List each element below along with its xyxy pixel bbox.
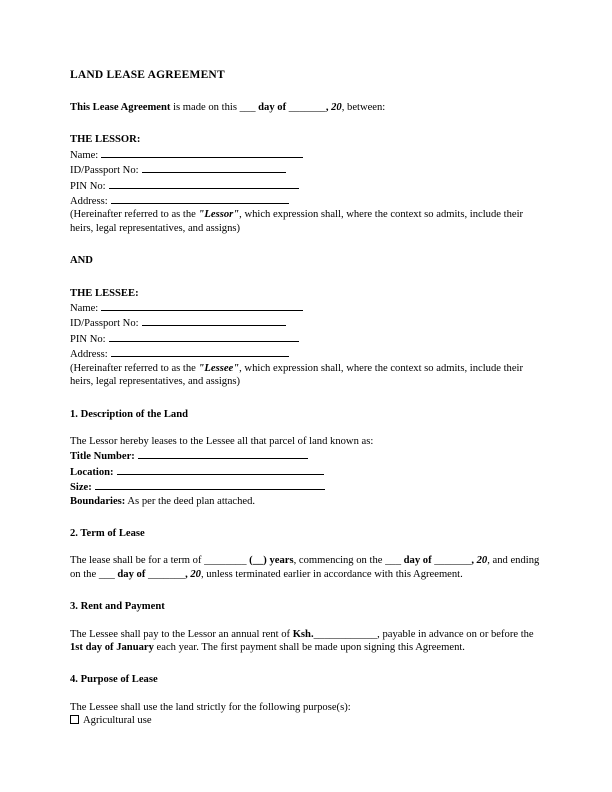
lessee-name-input[interactable] bbox=[101, 300, 303, 311]
lessee-name-label: Name: bbox=[70, 303, 99, 315]
lessor-note-term: "Lessor" bbox=[198, 209, 240, 221]
intro-blank-month: _______ bbox=[288, 102, 326, 113]
lessee-id-input[interactable] bbox=[142, 315, 286, 326]
section-2-body bbox=[70, 554, 542, 581]
term-year-1: 20 bbox=[476, 555, 488, 567]
lessor-id-row bbox=[70, 162, 542, 177]
lessee-name-row bbox=[70, 300, 542, 315]
term-day-of-2: day of bbox=[114, 568, 148, 580]
location-label: Location: bbox=[70, 466, 114, 478]
lessee-note-close: , which expression shall, where the context so admits, include their heirs, legal representatives, and assigns) bbox=[70, 362, 524, 388]
size-input[interactable] bbox=[95, 479, 325, 490]
intro-text-1: is made on this bbox=[170, 102, 240, 113]
term-blank-day-2: ___ bbox=[98, 568, 115, 580]
lessee-id-label: ID/Passport No: bbox=[70, 318, 139, 330]
lessor-name-input[interactable] bbox=[101, 147, 303, 158]
lessor-note-open: (Hereinafter referred to as the bbox=[70, 209, 199, 221]
lessor-heading: THE LESSOR: bbox=[70, 134, 141, 146]
term-day-of-1: day of bbox=[400, 555, 435, 567]
lessee-pin-input[interactable] bbox=[109, 331, 299, 342]
page-title: LAND LEASE AGREEMENT bbox=[70, 69, 225, 81]
lessor-address-label: Address: bbox=[70, 196, 108, 208]
term-years-label: (__) years bbox=[246, 555, 294, 567]
title-number-input[interactable] bbox=[138, 448, 308, 459]
intro-lead: This Lease Agreement bbox=[70, 102, 171, 113]
section-3-body bbox=[70, 628, 542, 655]
intro-blank-day: ___ bbox=[239, 102, 256, 113]
section-4-intro: The Lessee shall use the land strictly for the following purpose(s): bbox=[70, 701, 351, 713]
document-body bbox=[70, 68, 542, 728]
term-text-3: , commencing on the bbox=[293, 555, 386, 567]
lessor-note-close: , which expression shall, where the context so admits, include their heirs, legal representatives, and assigns) bbox=[70, 209, 524, 234]
lessee-heading: THE LESSEE: bbox=[70, 287, 139, 299]
location-row bbox=[70, 464, 542, 479]
lessor-address-input[interactable] bbox=[111, 193, 289, 204]
size-label: Size: bbox=[70, 482, 92, 494]
lessor-name-label: Name: bbox=[70, 149, 99, 161]
location-input[interactable] bbox=[117, 464, 324, 475]
lessee-address-input[interactable] bbox=[111, 346, 289, 357]
lessor-id-input[interactable] bbox=[142, 162, 286, 173]
purpose-option-agricultural[interactable] bbox=[70, 714, 542, 728]
section-1-intro: The Lessor hereby leases to the Lessee all that parcel of land known as: bbox=[70, 435, 374, 447]
lessee-note-term: "Lessee" bbox=[198, 362, 240, 374]
boundaries-label: Boundaries: bbox=[70, 495, 126, 507]
section-4-heading: 4. Purpose of Lease bbox=[70, 674, 158, 686]
rent-text-3: each year. The first payment shall be made upon signing this Agreement. bbox=[153, 641, 465, 653]
intro-day-of: day of bbox=[255, 102, 289, 113]
rent-text-1: The Lessee shall pay to the Lessor an annual rent of bbox=[70, 628, 293, 640]
intro-year: 20 bbox=[331, 102, 342, 113]
term-year-2: 20 bbox=[190, 568, 201, 580]
and-divider: AND bbox=[70, 255, 93, 267]
term-blank-years: ________ bbox=[204, 555, 247, 567]
size-row bbox=[70, 479, 542, 494]
title-number-row bbox=[70, 448, 542, 463]
section-2-heading: 2. Term of Lease bbox=[70, 527, 145, 539]
lessee-address-label: Address: bbox=[70, 349, 108, 361]
lessor-address-row bbox=[70, 193, 542, 208]
rent-blank-amount: ____________ bbox=[313, 628, 378, 640]
lessor-pin-label: PIN No: bbox=[70, 180, 106, 192]
lessor-pin-row bbox=[70, 178, 542, 193]
section-1-heading: 1. Description of the Land bbox=[70, 408, 189, 420]
rent-currency-label: Ksh. bbox=[292, 628, 314, 640]
title-number-label: Title Number: bbox=[70, 451, 135, 463]
lessor-id-label: ID/Passport No: bbox=[70, 165, 139, 177]
lessee-note bbox=[70, 362, 542, 389]
boundaries-row bbox=[70, 495, 542, 508]
lessee-id-row bbox=[70, 315, 542, 330]
term-comma-2: , bbox=[185, 568, 191, 580]
lessor-pin-input[interactable] bbox=[109, 178, 299, 189]
boundaries-text: As per the deed plan attached. bbox=[125, 495, 256, 507]
lessor-note bbox=[70, 208, 542, 235]
rent-text-2: , payable in advance on or before the bbox=[377, 628, 534, 640]
term-text-6: , and ending on the bbox=[70, 555, 540, 580]
rent-due-date: 1st day of January bbox=[70, 641, 154, 653]
term-text-9: , unless terminated earlier in accordance with this Agreement. bbox=[200, 568, 463, 580]
checkbox-unchecked-icon[interactable] bbox=[70, 715, 79, 724]
lessee-note-open: (Hereinafter referred to as the bbox=[70, 362, 199, 374]
lessee-pin-label: PIN No: bbox=[70, 333, 106, 345]
term-blank-month-2: _______ bbox=[148, 568, 186, 580]
intro-comma: , bbox=[325, 102, 332, 113]
term-blank-month-1: _______ bbox=[434, 555, 472, 567]
lessor-name-row bbox=[70, 147, 542, 162]
term-text-1: The lease shall be for a term of bbox=[70, 555, 205, 567]
lessee-pin-row bbox=[70, 331, 542, 346]
purpose-option-label: Agricultural use bbox=[83, 715, 152, 727]
intro-text-2: , between: bbox=[341, 102, 386, 113]
term-blank-day-1: ___ bbox=[385, 555, 401, 567]
lessee-address-row bbox=[70, 346, 542, 361]
term-comma-1: , bbox=[471, 555, 477, 567]
intro-paragraph bbox=[70, 101, 542, 114]
section-3-heading: 3. Rent and Payment bbox=[70, 601, 165, 613]
